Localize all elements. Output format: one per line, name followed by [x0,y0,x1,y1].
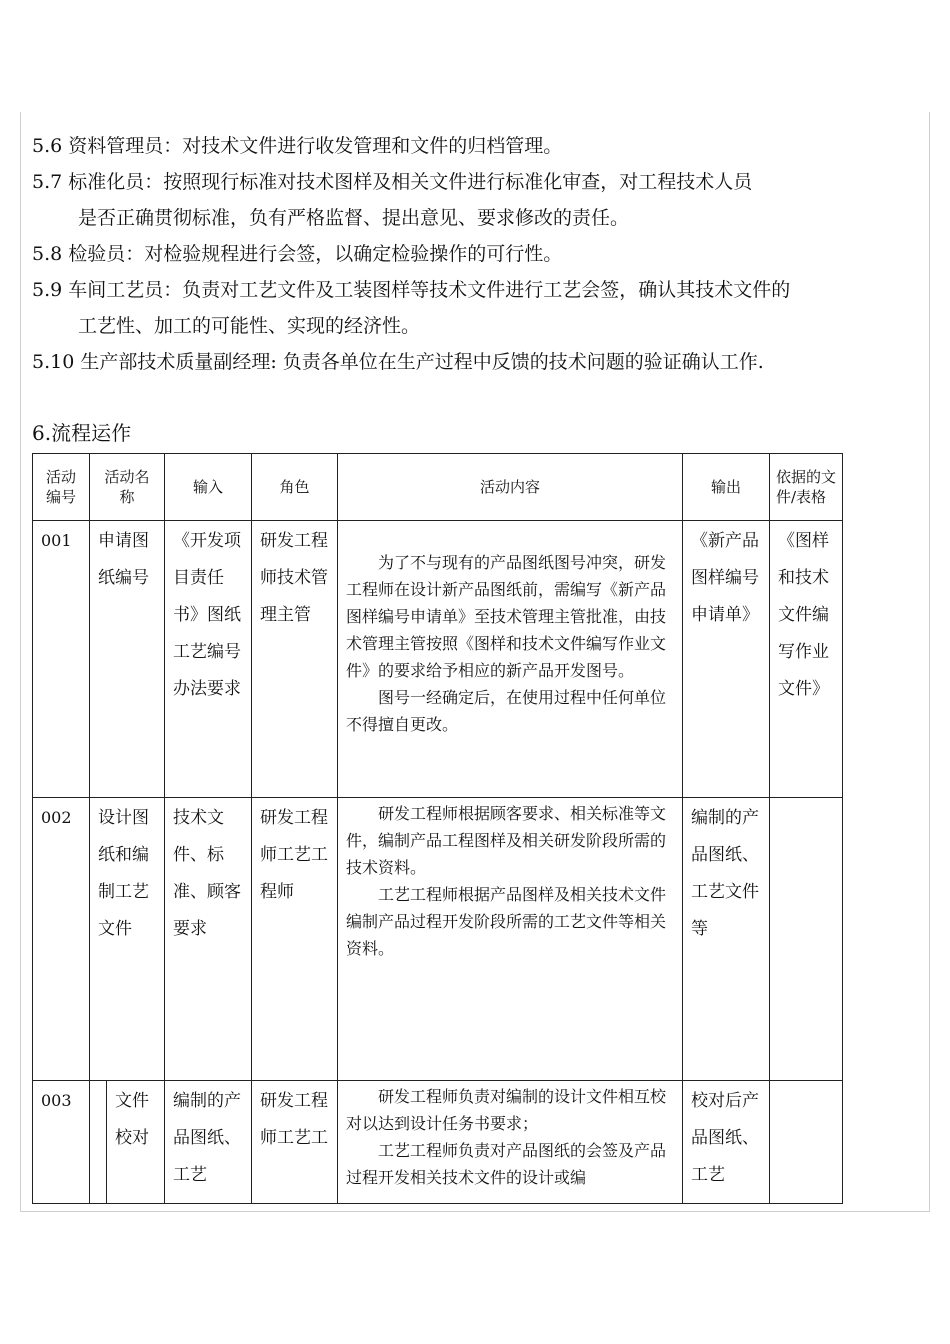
activity-output: 校对后产品图纸、工艺 [683,1081,770,1204]
content-paragraph: 工艺工程师根据产品图样及相关技术文件编制产品过程开发阶段所需的工艺文件等相关资料。 [346,885,667,958]
section-title: 6.流程运作 [32,421,132,445]
activity-role: 研发工程师技术管理主管 [252,521,338,798]
header-output: 输出 [683,454,770,521]
table-row [33,521,843,798]
activity-number: 002 [33,798,90,1081]
activity-name: 设计图纸和编制工艺文件 [90,798,165,1081]
content-paragraph: 研发工程师根据顾客要求、相关标准等文件，编制产品工程图样及相关研发阶段所需的技术资料。 [346,804,667,877]
clause-5-7: 5.7 标准化员：按照现行标准对技术图样及相关文件进行标准化审查，对工程技术人员 是否正确贯彻标准，负有严格监督、提出意见、要求修改的责任。 [32,171,753,229]
header-basis: 依据的文件/表格 [770,454,843,521]
activity-name: 文件校对 [115,1091,149,1148]
content-paragraph: 工艺工程师负责对产品图纸的会签及产品过程开发相关技术文件的设计或编 [346,1141,667,1187]
activity-content [338,798,683,1081]
header-activity-number: 活动编号 [33,454,90,521]
header-input: 输入 [165,454,252,521]
activity-basis: 《图样和技术文件编写作业文件》 [770,521,843,798]
table-row [33,798,843,1081]
header-activity-content: 活动内容 [338,454,683,521]
activity-input: 《开发项目责任书》图纸工艺编号办法要求 [165,521,252,798]
activity-content [338,521,683,798]
activity-basis [770,1081,843,1204]
header-activity-name: 活动名称 [90,454,165,521]
activity-output: 《新产品图样编号申请单》 [683,521,770,798]
activity-role: 研发工程师工艺工 [252,1081,338,1204]
activity-content [338,1081,683,1204]
clause-5-9: 5.9 车间工艺员：负责对工艺文件及工装图样等技术文件进行工艺会签，确认其技术文件的 工艺性、加工的可能性、实现的经济性。 [32,279,791,337]
content-paragraph: 为了不与现有的产品图纸图号冲突，研发工程师在设计新产品图纸前，需编写《新产品图样编号申请单》至技术管理主管批准，由技术管理主管按照《图样和技术文件编写作业文件》的要求给予相应的新产品开发图号。 [346,553,667,680]
clause-5-6: 5.6 资料管理员：对技术文件进行收发管理和文件的归档管理。 [32,135,563,157]
header-role: 角色 [252,454,338,521]
table-header-row [33,454,843,521]
content-paragraph: 图号一经确定后，在使用过程中任何单位不得擅自更改。 [346,688,667,734]
activity-input: 编制的产品图纸、工艺 [165,1081,252,1204]
activity-role: 研发工程师工艺工程师 [252,798,338,1081]
activity-basis [770,798,843,1081]
activity-number: 001 [33,521,90,798]
activity-name: 申请图纸编号 [90,521,165,798]
activity-input: 技术文件、标准、顾客要求 [165,798,252,1081]
activity-output: 编制的产品图纸、工艺文件等 [683,798,770,1081]
process-flow-table [32,453,843,1204]
clause-5-8: 5.8 检验员：对检验规程进行会签，以确定检验操作的可行性。 [32,243,563,265]
table-row [33,1081,843,1204]
content-paragraph: 研发工程师负责对编制的设计文件相互校对以达到设计任务书要求； [346,1087,667,1133]
activity-number: 003 [33,1081,90,1204]
clause-5-10: 5.10 生产部技术质量副经理: 负责各单位在生产过程中反馈的技术问题的验证确认工作. [32,351,764,373]
responsibility-clauses [32,128,922,380]
